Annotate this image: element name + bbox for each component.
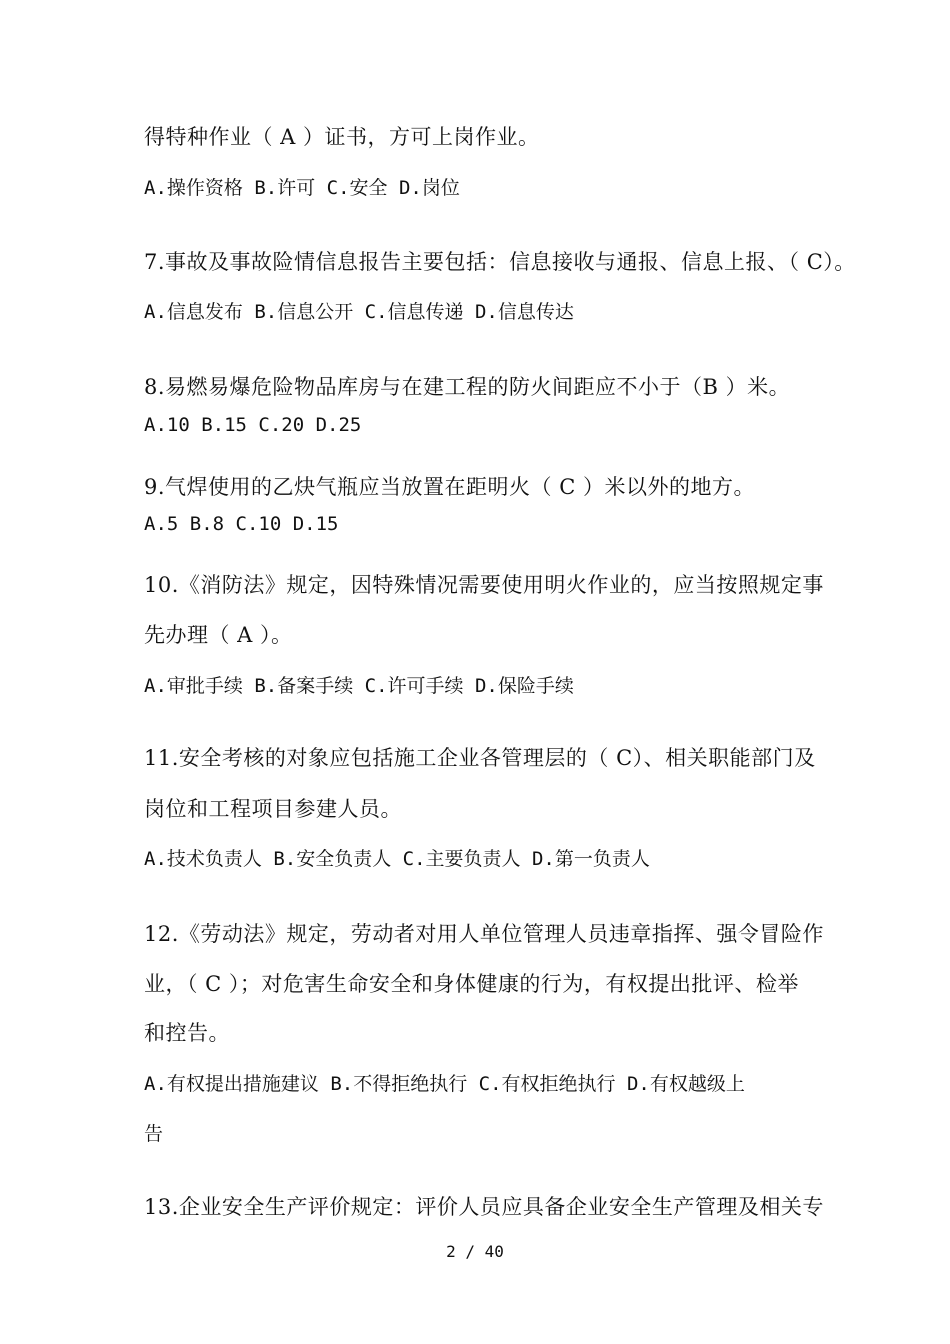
question-12-stem-continued-2: 和控告。 — [144, 1021, 230, 1045]
question-7-stem: 7.事故及事故险情信息报告主要包括：信息接收与通报、信息上报、（ C）。 — [144, 250, 856, 274]
question-12-options-continued: 告 — [144, 1123, 164, 1145]
question-11-stem: 11.安全考核的对象应包括施工企业各管理层的（ C）、相关职能部门及 — [144, 746, 816, 770]
question-8-options: A.10 B.15 C.20 D.25 — [144, 414, 362, 436]
question-12-stem: 12.《劳动法》规定，劳动者对用人单位管理人员违章指挥、强令冒险作 — [144, 922, 824, 946]
page-number: 2 / 40 — [446, 1242, 504, 1261]
question-9-stem: 9.气焊使用的乙炔气瓶应当放置在距明火（ C ）米以外的地方。 — [144, 475, 755, 499]
question-8-stem: 8.易燃易爆危险物品库房与在建工程的防火间距应不小于（B ）米。 — [144, 375, 791, 399]
question-12-options: A.有权提出措施建议 B.不得拒绝执行 C.有权拒绝执行 D.有权越级上 — [144, 1073, 745, 1095]
question-12-stem-continued: 业，（ C ）；对危害生命安全和身体健康的行为，有权提出批评、检举 — [144, 972, 799, 996]
question-6-options: A.操作资格 B.许可 C.安全 D.岗位 — [144, 177, 460, 199]
question-9-options: A.5 B.8 C.10 D.15 — [144, 513, 339, 535]
question-6-stem-continued: 得特种作业（ A ）证书，方可上岗作业。 — [144, 125, 540, 149]
question-11-stem-continued: 岗位和工程项目参建人员。 — [144, 797, 402, 821]
question-10-stem-continued: 先办理（ A ）。 — [144, 623, 293, 647]
question-7-options: A.信息发布 B.信息公开 C.信息传递 D.信息传达 — [144, 301, 574, 323]
question-10-stem: 10.《消防法》规定，因特殊情况需要使用明火作业的，应当按照规定事 — [144, 573, 824, 597]
question-10-options: A.审批手续 B.备案手续 C.许可手续 D.保险手续 — [144, 675, 574, 697]
question-11-options: A.技术负责人 B.安全负责人 C.主要负责人 D.第一负责人 — [144, 848, 650, 870]
question-13-stem: 13.企业安全生产评价规定：评价人员应具备企业安全生产管理及相关专 — [144, 1195, 824, 1219]
